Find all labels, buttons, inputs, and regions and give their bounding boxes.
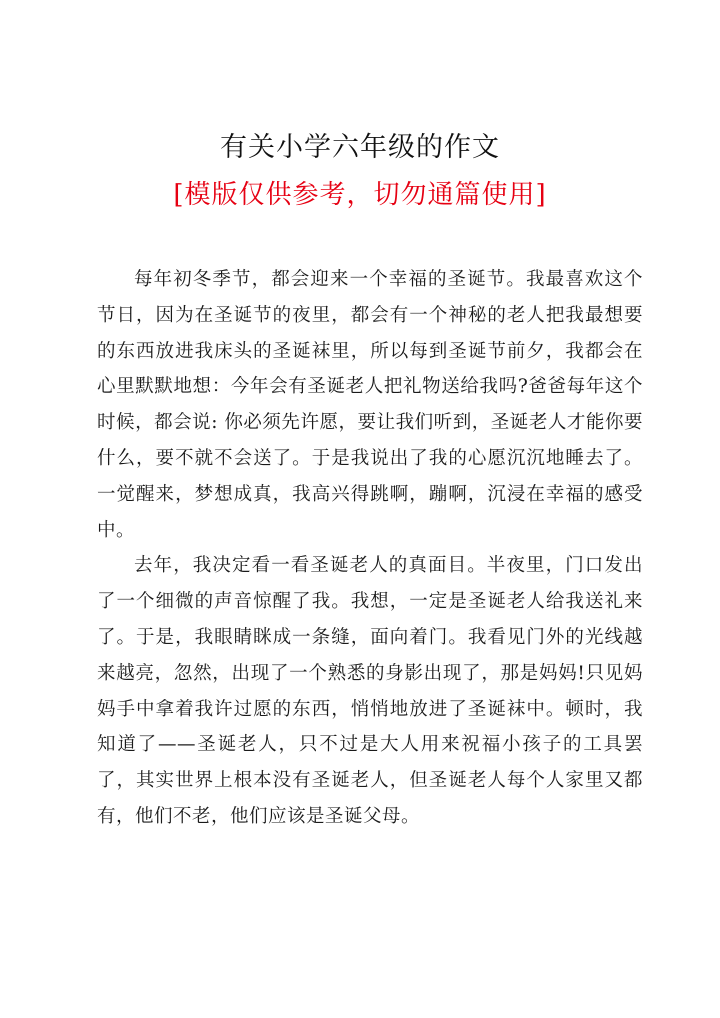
template-disclaimer: [模版仅供参考，切勿通篇使用]: [173, 180, 547, 210]
paragraph: 去年，我决定看一看圣诞老人的真面目。半夜里，门口发出了一个细微的声音惊醒了我。我想，一定是圣诞老人给我送礼来了。于是，我眼睛眯成一条缝，面向着门。我看见门外的光线越来越亮，忽然，出现了一个熟悉的身影出现了，那是妈妈!只见妈妈手中拿着我许过愿的东西，悄悄地放进了圣诞袜中。顿时，我知道了——圣诞老人，只不过是大人用来祝福小孩子的工具罢了，其实世界上根本没有圣诞老人，但圣诞老人每个人家里又都有，他们不老，他们应该是圣诞父母。: [97, 555, 643, 827]
document-title: 有关小学六年级的作文: [220, 132, 500, 163]
essay-body: [97, 262, 643, 835]
paragraph: 每年初冬季节，都会迎来一个幸福的圣诞节。我最喜欢这个节日，因为在圣诞节的夜里，都会有一个神秘的老人把我最想要的东西放进我床头的圣诞袜里，所以每到圣诞节前夕，我都会在心里默默地想：今年会有圣诞老人把礼物送给我吗?爸爸每年这个时候，都会说: 你必须先许愿，要让我们听到，圣诞老人才能你要什么，要不就不会送了。于是我说出了我的心愿沉沉地睡去了。一觉醒来，梦想成真，我高兴得跳啊，蹦啊，沉浸在幸福的感受中。: [97, 269, 643, 541]
